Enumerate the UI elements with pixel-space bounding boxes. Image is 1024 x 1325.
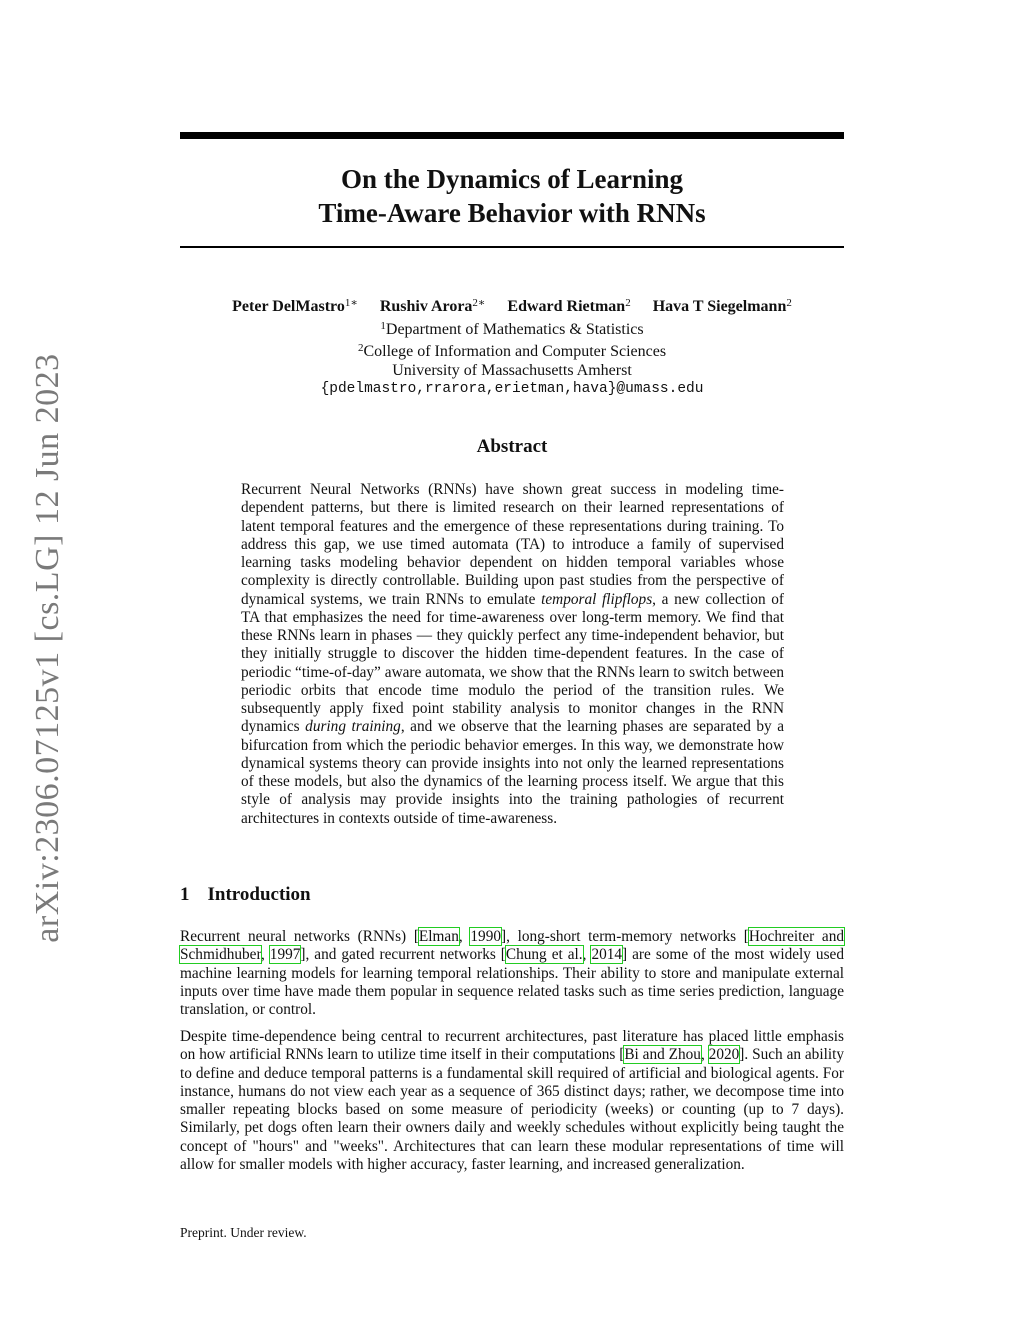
- abstract-part-2: , a new collection of TA that emphasizes the need for time-awareness over long-term memory. We find that these RNNs learn in phases — they quickly perfect any time-independent behavior, but they initially struggle to discover the hidden time-dependent features. In the case of periodic “time-of-day” aware automata, we show that the RNNs learn to switch between periodic orbits that encode time modulo the period of the transition rules. We subsequently apply fixed point stability analysis to monitor changes in the RNN dynamics: [241, 590, 785, 736]
- section-number: 1: [180, 884, 190, 905]
- abstract-part-3: , and we observe that the learning phases are separated by a bifurcation from which the periodic behavior emerges. In this way, we demonstrate how dynamical systems theory can provide insights into not only the learned representations of these models, but also the dynamics of the learning process itself. We argue that this style of analysis may provide insights into the training pathologies of recurrent architectures in contexts outside of time-awareness.: [241, 718, 785, 827]
- citation-elman-year[interactable]: 1990: [470, 928, 501, 945]
- p2-text-3: ]. Such an ability to define and deduce temporal patterns is a fundamental skill required of artificial and biological agents. For instance, humans do not view each year as a sequence of 365 distinct days; rather, we decompose time into smaller repeating blocks based on some measure of periodicity (weeks) or counting (up to 7 days). Similarly, pet dogs often learn their owners daily and weekly schedules without explicitly being taught the concept of "hours" and "weeks". Architectures that can learn these modular representations of time will allow for smaller models with higher accuracy, faster learning, and increased generalization.: [180, 1046, 844, 1173]
- title-top-rule: [180, 132, 844, 139]
- affiliation-1-mark: 1: [380, 320, 386, 332]
- p2-text-2: ,: [700, 1046, 709, 1064]
- abstract-heading: Abstract: [476, 436, 548, 457]
- abstract-emphasis-2: during training: [305, 718, 401, 736]
- section-title: Introduction: [207, 884, 311, 905]
- author-1-name: Peter DelMastro: [232, 298, 345, 315]
- author-2-name: Rushiv Arora: [379, 298, 473, 315]
- affiliation-1-text: Department of Mathematics & Statistics: [385, 321, 644, 338]
- intro-paragraph-1: [180, 928, 844, 1019]
- author-3-mark: 2: [625, 297, 631, 309]
- p1-text-1: Recurrent neural networks (RNNs) [: [180, 928, 419, 945]
- title-line-1: On the Dynamics of Learning: [340, 164, 683, 194]
- citation-bi-year[interactable]: 2020: [708, 1046, 740, 1064]
- intro-paragraph-2: [180, 1028, 844, 1174]
- citation-elman-author[interactable]: Elman: [418, 928, 459, 945]
- author-block: [180, 294, 844, 399]
- affiliation-2-mark: 2: [357, 342, 364, 354]
- affiliation-1: [180, 317, 844, 339]
- affiliation-2: [180, 339, 844, 361]
- author-list: [180, 294, 844, 316]
- p1-text-4: ,: [260, 946, 270, 964]
- p1-text-2: ,: [458, 928, 471, 945]
- citation-chung-author[interactable]: Chung et al.: [505, 946, 583, 964]
- p1-text-3: ], long-short term-memory networks [: [500, 928, 749, 945]
- university: University of Massachusetts Amherst: [392, 362, 632, 379]
- p2-text-1: Despite time-dependence being central to recurrent architectures, past literature has placed little emphasis on how artificial RNNs learn to utilize time itself in their computations [: [180, 1028, 844, 1064]
- arxiv-identifier: arXiv:2306.07125v1 [cs.LG] 12 Jun 2023: [29, 353, 66, 943]
- citation-chung-year[interactable]: 2014: [591, 946, 623, 964]
- author-3: [507, 298, 630, 315]
- citation-hochreiter-year[interactable]: 1997: [269, 946, 301, 964]
- citation-hochreiter-author[interactable]: Hochreiter and Schmidhuber: [180, 928, 845, 964]
- p1-text-5: ], and gated recurrent networks [: [300, 946, 506, 964]
- title-bottom-rule: [180, 246, 844, 248]
- abstract-part-1: Recurrent Neural Networks (RNNs) have shown great success in modeling time-dependent patterns, but there is limited research on their learned representations of latent temporal features and the emergence of these representations during training. To address this gap, we use timed automata (TA) to introduce a family of supervised learning tasks modeling behavior dependent on hidden temporal variables whose complexity is directly controllable. Building upon past studies from the perspective of dynamical systems, we train RNNs to emulate: [241, 481, 784, 608]
- abstract-emphasis-1: temporal flipflops: [541, 590, 653, 608]
- author-4-mark: 2: [786, 297, 792, 309]
- p1-text-6: ,: [582, 946, 592, 964]
- affiliation-2-text: College of Information and Computer Sciences: [363, 343, 667, 360]
- author-1: [232, 298, 358, 315]
- author-emails: {pdelmastro,rrarora,erietman,hava}@umass.edu: [320, 381, 704, 397]
- footer-note: Preprint. Under review.: [180, 1225, 307, 1240]
- title-line-2: Time-Aware Behavior with RNNs: [318, 198, 706, 228]
- paper-title: [180, 162, 844, 230]
- author-2-mark: 2∗: [472, 297, 486, 309]
- abstract-text: [241, 481, 784, 828]
- author-1-mark: 1∗: [344, 297, 358, 309]
- section-heading-introduction: [180, 884, 311, 906]
- p1-text-7: ] are some of the most widely used machine learning models for learning temporal relationships. Their ability to store and manipulate external inputs over time have made them popular in sequence related tasks such as time series prediction, language translation, or control.: [180, 946, 844, 1018]
- citation-bi-author[interactable]: Bi and Zhou: [624, 1046, 701, 1064]
- author-2: [380, 298, 486, 315]
- author-4: [653, 298, 792, 315]
- author-4-name: Hava T Siegelmann: [652, 298, 787, 315]
- author-3-name: Edward Rietman: [507, 298, 626, 315]
